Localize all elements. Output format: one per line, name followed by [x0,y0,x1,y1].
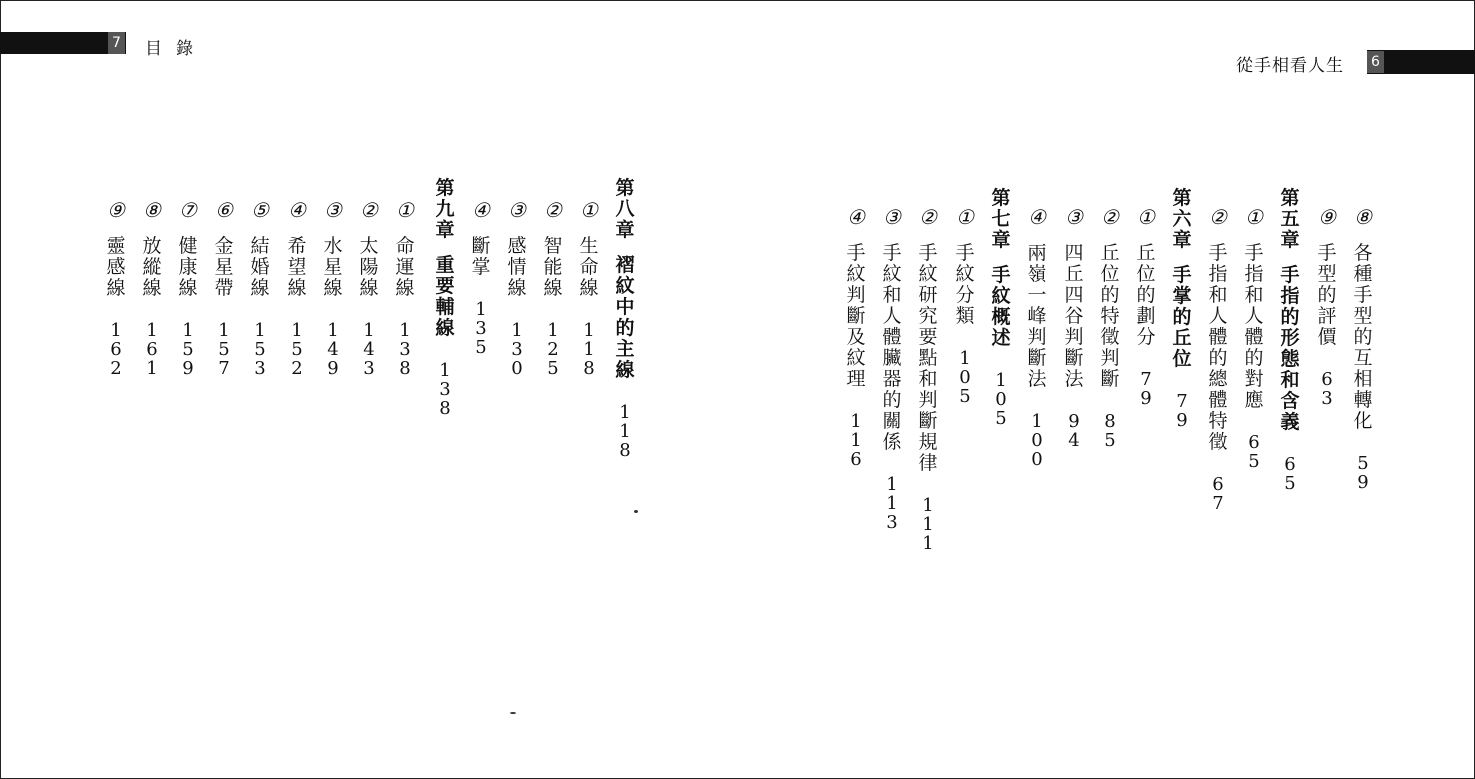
toc-entry-page: 100 [1031,411,1043,470]
toc-chapter-number: 第六章 [1172,187,1192,251]
toc-entry-title: 手紋研究要點和判斷規律 [918,242,938,474]
toc-entry-page: 113 [886,474,898,533]
toc-entry-marker: ③ [883,205,901,229]
toc-entry-page: 116 [850,411,862,470]
toc-entry-column [284,198,310,378]
toc-entry-column [952,205,978,406]
right-page-number: 6 [1367,51,1384,73]
print-speck [510,712,516,714]
toc-entry-marker: ③ [324,198,342,222]
toc-entry-column [211,198,237,378]
toc-entry-title: 水星線 [323,235,343,299]
toc-entry-page: 59 [1357,453,1369,493]
toc-entry-marker: ③ [1065,205,1083,229]
toc-entry-column [175,198,201,378]
toc-entry-marker: ④ [847,205,865,229]
toc-entry-column [915,205,941,553]
toc-entry-page: 65 [1248,432,1260,472]
toc-entry-title: 手指和人體的對應 [1244,242,1264,411]
toc-entry-page: 118 [583,320,595,379]
toc-entry-page: 135 [475,299,487,358]
toc-entry-marker: ④ [1028,205,1046,229]
toc-entry-column [504,198,530,378]
toc-entry-column [1314,205,1340,408]
toc-entry-column [356,198,382,378]
toc-entry-marker: ④ [472,198,490,222]
toc-entry-column [1061,205,1087,450]
right-page-header: 從手相看人生 [1236,56,1344,76]
toc-entry-marker: ⑧ [1354,205,1372,229]
toc-entry-column [879,205,905,532]
toc-entry-marker: ② [919,205,937,229]
toc-entry-title: 希望線 [287,235,307,299]
toc-entry-title: 兩嶺一峰判斷法 [1027,242,1047,390]
toc-entry-marker: ④ [288,198,306,222]
toc-entry-title: 手紋和人體臟器的關係 [882,242,902,453]
left-page-number: 7 [108,32,125,54]
toc-entry-marker: ① [1137,205,1155,229]
toc-entry-column [1097,205,1123,450]
toc-entry-title: 各種手型的互相轉化 [1353,242,1373,432]
toc-entry-title: 智能線 [543,235,563,299]
toc-entry-column [1241,205,1267,471]
left-page-header: 目錄 [145,39,207,59]
toc-entry-title: 手紋判斷及紋理 [846,242,866,390]
toc-entry-column [1024,205,1050,469]
toc-entry-title: 感情線 [507,235,527,299]
toc-entry-marker: ② [1209,205,1227,229]
toc-chapter-column [1169,188,1195,430]
toc-entry-title: 褶紋中的主線 [615,254,635,381]
toc-entry-title: 放縱線 [142,235,162,299]
toc-chapter-column [1277,188,1303,493]
toc-entry-title: 手指的形態和含義 [1280,264,1300,433]
toc-chapter-number: 第九章 [435,177,455,241]
toc-entry-page: 153 [254,320,266,379]
toc-entry-page: 79 [1140,369,1152,409]
toc-entry-column [103,198,129,378]
toc-entry-page: 85 [1104,411,1116,451]
toc-entry-column [843,205,869,469]
toc-entry-page: 125 [547,320,559,379]
toc-entry-title: 金星帶 [214,235,234,299]
toc-entry-title: 斷掌 [471,235,491,278]
toc-chapter-number: 第七章 [991,187,1011,251]
toc-entry-column [468,198,494,357]
toc-entry-column [540,198,566,378]
toc-entry-column [576,198,602,378]
toc-entry-title: 太陽線 [359,235,379,299]
toc-entry-marker: ① [1245,205,1263,229]
toc-entry-marker: ① [580,198,598,222]
toc-entry-column [247,198,273,378]
toc-entry-title: 手紋分類 [955,242,975,327]
toc-entry-page: 94 [1068,411,1080,451]
toc-entry-marker: ② [544,198,562,222]
toc-entry-title: 手紋概述 [991,264,1011,349]
toc-entry-page: 130 [511,320,523,379]
toc-entry-marker: ② [360,198,378,222]
toc-chapter-column [432,178,458,418]
toc-entry-column [1350,205,1376,492]
toc-chapter-column [612,178,638,460]
toc-entry-column [392,198,418,378]
toc-entry-marker: ⑧ [143,198,161,222]
toc-entry-page: 152 [291,320,303,379]
toc-entry-column [320,198,346,378]
toc-entry-page: 65 [1284,454,1296,494]
toc-entry-title: 命運線 [395,235,415,299]
toc-entry-marker: ① [956,205,974,229]
toc-entry-marker: ⑨ [107,198,125,222]
toc-entry-page: 138 [399,320,411,379]
toc-entry-page: 63 [1321,369,1333,409]
toc-entry-marker: ⑥ [215,198,233,222]
toc-entry-title: 丘位的劃分 [1136,242,1156,348]
toc-chapter-number: 第八章 [615,177,635,241]
toc-entry-marker: ③ [508,198,526,222]
toc-entry-page: 157 [218,320,230,379]
toc-entry-column [139,198,165,378]
toc-entry-page: 67 [1212,474,1224,514]
toc-entry-title: 四丘四谷判斷法 [1064,242,1084,390]
toc-entry-page: 161 [146,320,158,379]
toc-entry-page: 162 [110,320,122,379]
toc-entry-marker: ② [1101,205,1119,229]
toc-entry-marker: ⑦ [179,198,197,222]
toc-entry-page: 143 [363,320,375,379]
toc-entry-page: 105 [995,370,1007,429]
toc-entry-page: 118 [619,402,631,461]
toc-entry-marker: ① [396,198,414,222]
toc-chapter-column [988,188,1014,428]
toc-entry-title: 生命線 [579,235,599,299]
toc-entry-page: 149 [327,320,339,379]
toc-entry-title: 手掌的丘位 [1172,264,1192,370]
toc-entry-marker: ⑨ [1318,205,1336,229]
toc-entry-page: 105 [959,348,971,407]
toc-entry-page: 159 [182,320,194,379]
toc-entry-title: 靈感線 [106,235,126,299]
toc-entry-title: 結婚線 [250,235,270,299]
toc-entry-page: 79 [1176,391,1188,431]
toc-entry-title: 健康線 [178,235,198,299]
toc-entry-column [1133,205,1159,408]
toc-entry-title: 重要輔線 [435,254,455,339]
toc-entry-title: 丘位的特徵判斷 [1100,242,1120,390]
toc-chapter-number: 第五章 [1280,187,1300,251]
toc-entry-marker: ⑤ [251,198,269,222]
print-speck [634,510,638,513]
toc-entry-title: 手型的評價 [1317,242,1337,348]
toc-entry-column [1205,205,1231,513]
toc-entry-page: 111 [922,495,934,554]
toc-entry-title: 手指和人體的總體特徵 [1208,242,1228,453]
toc-entry-page: 138 [439,360,451,419]
